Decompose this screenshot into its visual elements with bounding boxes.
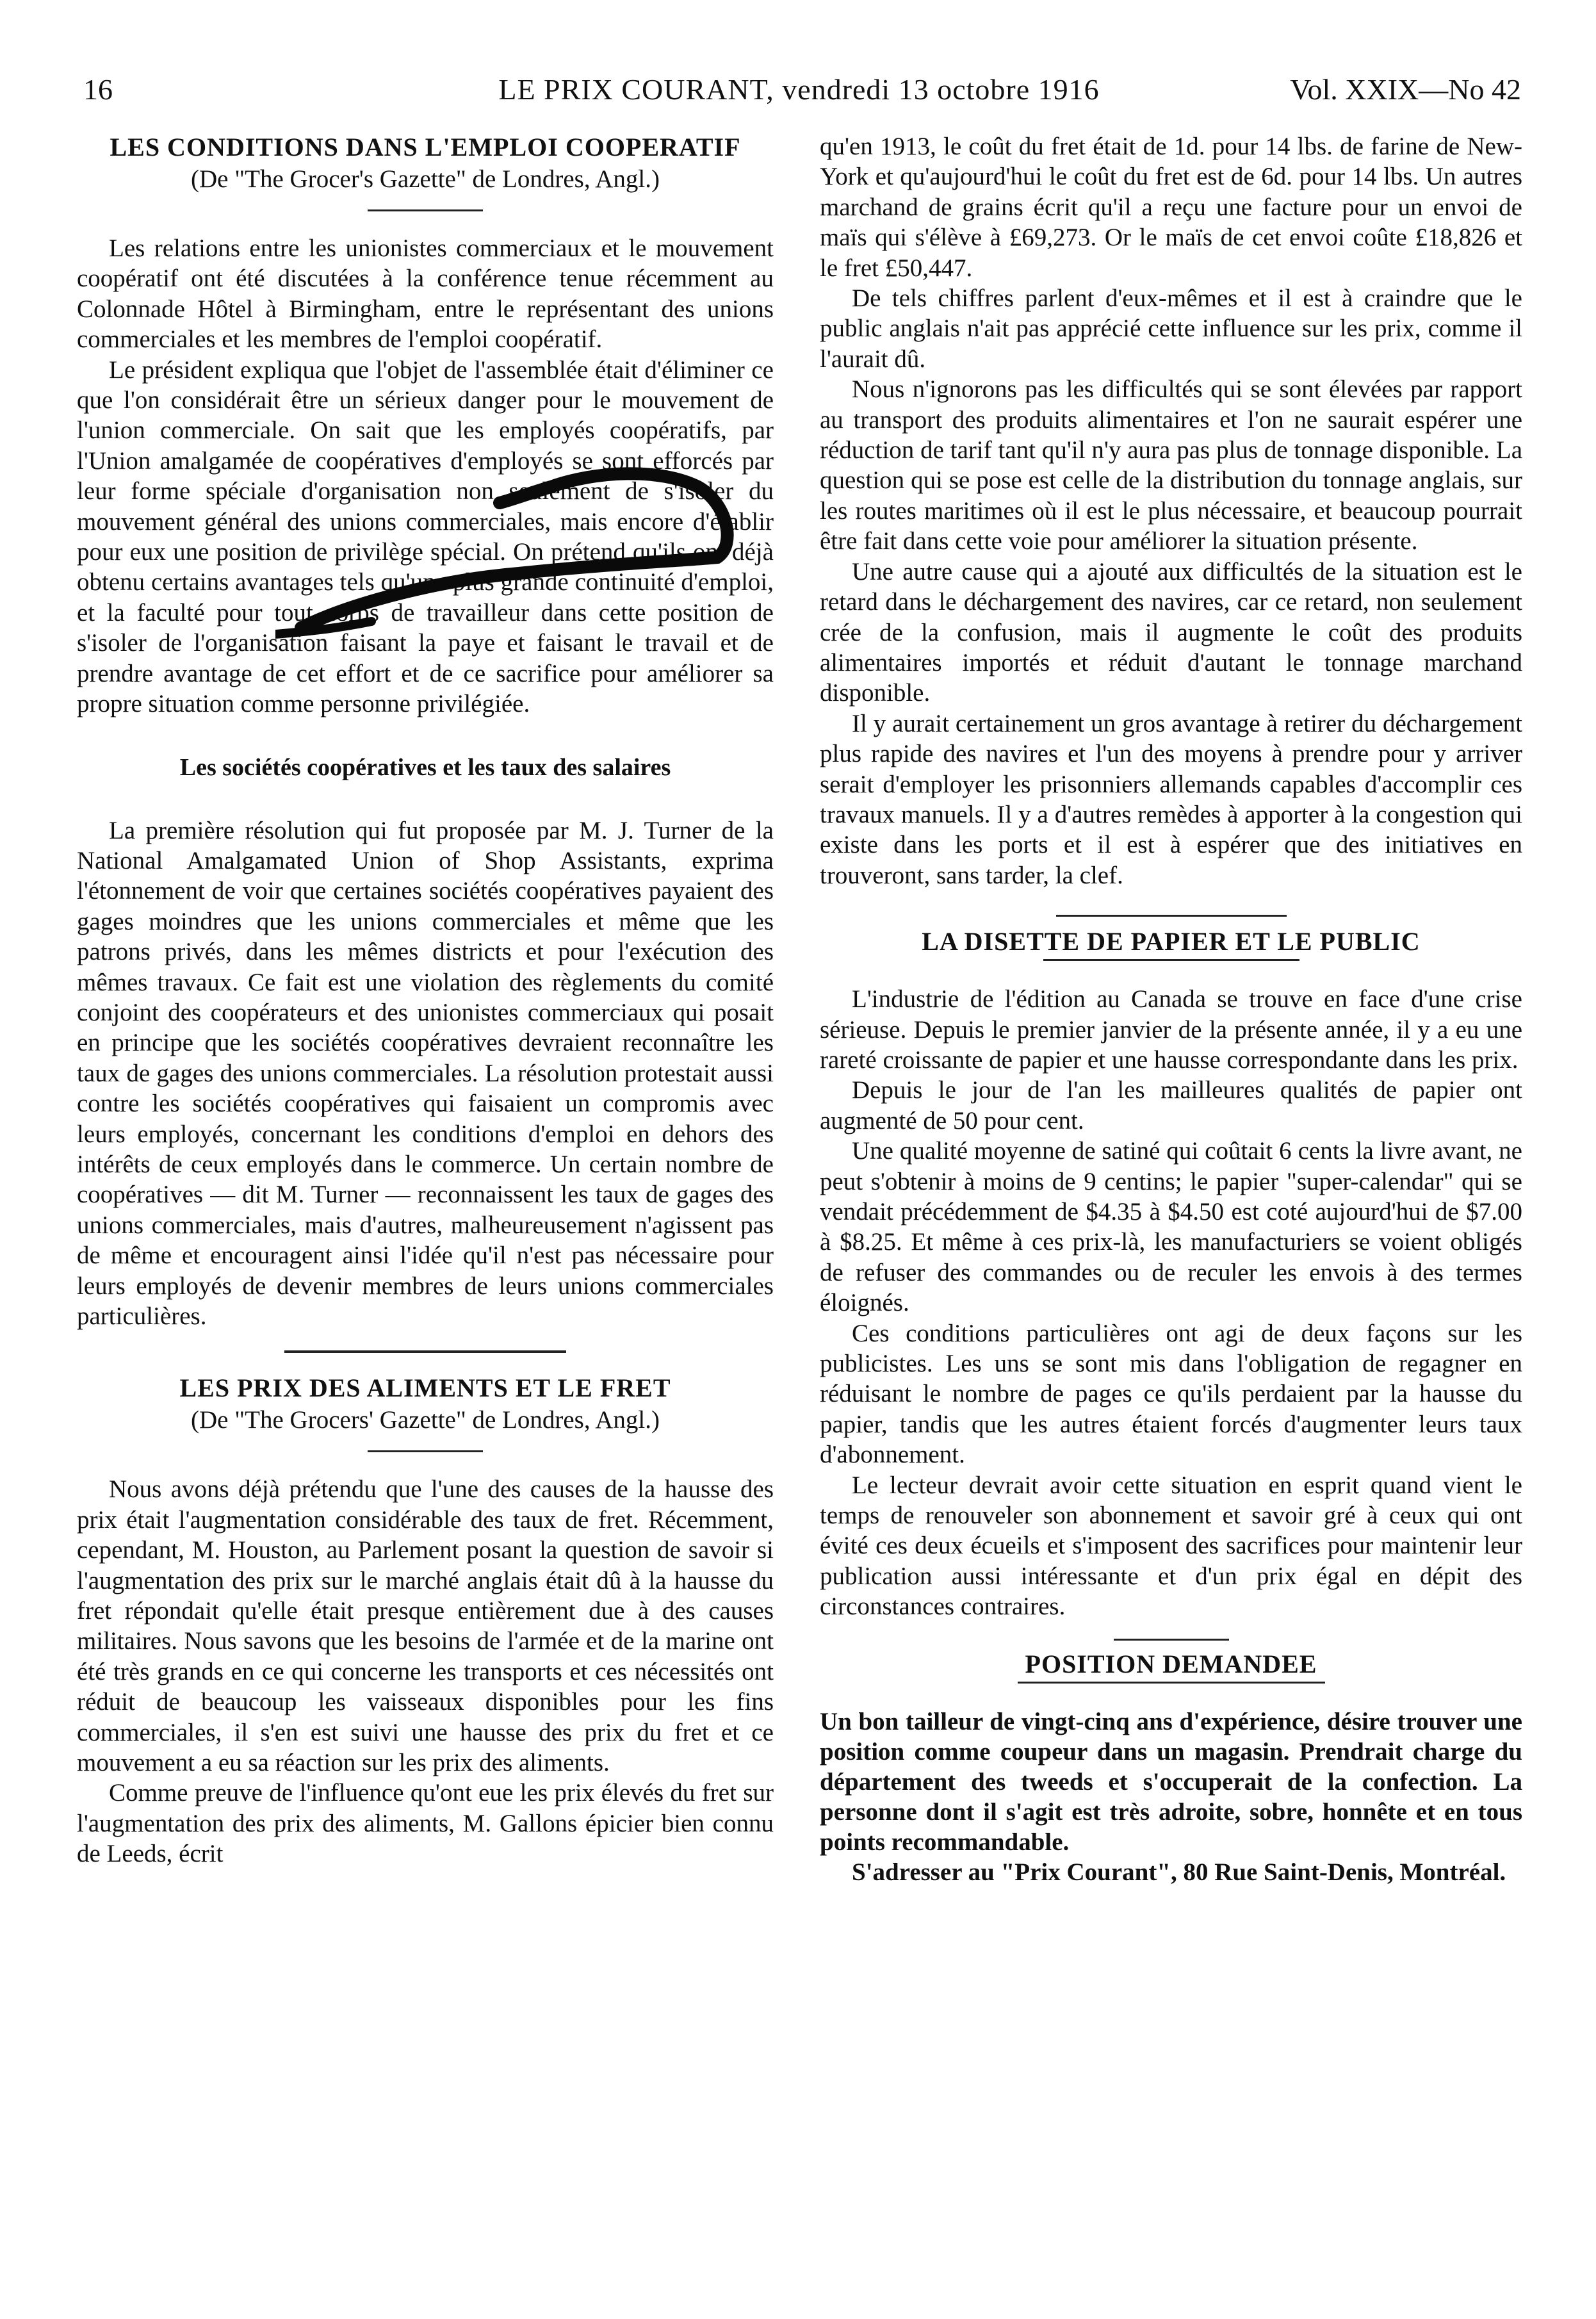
paragraph: Nous avons déjà prétendu que l'une des causes de la hausse des prix était l'augmentation considérable des taux de fret. Récemment, cependant, M. Houston, au Parlement posant la question de savoir si l'augmentation des prix sur le marché anglais était dû à la hausse du fret répondait qu'elle était presque entièrement due à des causes militaires. Nous savons que les besoins de l'armée et de la marine ont été très grands en ce qui concerne les transports et ces nécessités ont réduit de beaucoup les vaisseaux disponibles pour les fins commerciales, il s'en est suivi une hausse des prix du fret et ce mouvement a eu sa réaction sur les prix des aliments. [77,1475,774,1777]
ad-title: POSITION DEMANDEE [1025,1649,1317,1678]
article-source: (De "The Grocer's Gazette" de Londres, Angl.) [191,165,660,193]
page-number: 16 [83,73,113,106]
ad-text: Un bon tailleur de vingt-cinq ans d'expérience, désire trouver une position comme coupeur dans un magasin. Prendrait charge du département des tweeds et s'occuperait de la confection. La personne dont il s'agit est très adroite, sobre, honnête et en tous points recommandable. [820,1707,1522,1856]
divider [1043,959,1299,961]
paragraph: qu'en 1913, le coût du fret était de 1d. pour 14 lbs. de farine de New-York et qu'aujourd'hui le coût du fret est de 6d. pour 14 lbs. Un autres marchand de grains écrit qu'il a reçu une facture pour un envoi de maïs qui s'élève à £69,273. Or le maïs de cet envoi coûte £18,826 et le fret £50,447. [820,133,1522,282]
paragraph: Depuis le jour de l'an les mailleures qualités de papier ont augmenté de 50 pour cent. [820,1076,1522,1135]
article-title: LES PRIX DES ALIMENTS ET LE FRET [179,1373,671,1403]
classified-ad [820,1707,1522,1887]
paragraph: Il y aurait certainement un gros avantage à retirer du déchargement plus rapide des navires et l'un des moyens à prendre pour y arriver serait d'employer les prisonniers allemands capables d'accomplir ces travaux manuels. Il y a d'autres remèdes à apporter à la congestion qui existe dans les ports et il est à espérer que des initiatives en trouveront, sans tarder, la clef. [820,709,1522,889]
paragraph: La première résolution qui fut proposée par M. J. Turner de la National Amalgamated Union of Shop Assistants, exprima l'étonnement de voir que certaines sociétés coopératives payaient des gages moindres que les unions commerciales et même que les patrons privés, dans les mêmes districts et pour l'exécution des mêmes travaux. Ce fait est une violation des règlements du comité conjoint des coopérateurs et des unionistes commerciaux qui posait en principe que les sociétés coopératives devraient reconnaître les taux de gages des unions commerciales. La résolution protestait aussi contre les sociétés coopératives qui faisaient un compromis avec leurs employés, concernant les conditions d'emploi en dehors des intérêts de ceux employés dans le commerce. Un certain nombre de coopératives — dit M. Turner — reconnaissent les taux de gages des unions commerciales, mais d'autres, malheureusement n'agissent pas de même et encouragent ainsi l'idée qu'il n'est pas nécessaire pour leurs employés de devenir membres de leurs unions commerciales particulières. [77,816,774,1330]
paragraph: Nous n'ignorons pas les difficultés qui se sont élevées par rapport au transport des produits alimentaires et l'on ne saurait espérer une réduction de tarif tant qu'il n'y aura pas plus de tonnage disponible. La question qui se pose est celle de la distribution du tonnage anglais, sur les routes maritimes où il est le plus nécessaire, et beaucoup pourrait être fait dans cette voie pour améliorer la situation présente. [820,375,1522,555]
paragraph: Le président expliqua que l'objet de l'assemblée était d'éliminer ce que l'on considérait être un sérieux danger pour le mouvement de l'union commerciale. On sait que les employés coopératifs, par l'Union amalgamée de coopératives d'employés se sont efforcés par leur forme spéciale d'organisation non seulement de s'isoler du mouvement général des unions commerciales, mais encore d'établir pour eux une position de privilège spécial. On prétend qu'ils ont déjà obtenu certains avantages tels qu'une plus grande continuité d'emploi, et la faculté pour tout corps de travailleur dans cette position de s'isoler de l'organisation faisant la paye et faisant le travail et de prendre avantage de cet effort et de ce sacrifice pour améliorer sa propre situation comme personne privilégiée. [77,356,774,718]
divider [1114,1639,1229,1641]
divider [1056,915,1287,917]
paragraph: Le lecteur devrait avoir cette situation en esprit quand vient le temps de renouveler son abonnement et savoir gré à ceux qui ont évité ces deux écueils et s'imposent des sacrifices pour maintenir leur publication aussi intéressante et d'un prix égal en dépit des circonstances contraires. [820,1471,1522,1621]
paragraph: De tels chiffres parlent d'eux-mêmes et il est à craindre que le public anglais n'ait pas apprécié cette influence sur les prix, comme il l'aurait dû. [820,284,1522,373]
left-column [77,131,774,1869]
paragraph: Les relations entre les unionistes commerciaux et le mouvement coopératif ont été discutées à la conférence tenue récemment au Colonnade Hôtel à Birmingham, entre le représentant des unions commerciales et les membres de l'emploi coopératif. [77,234,774,354]
divider [284,1350,566,1353]
paragraph: Comme preuve de l'influence qu'ont eue les prix élevés du fret sur l'augmentation des prix des aliments, M. Gallons épicier bien connu de Leeds, écrit [77,1779,774,1868]
section-subtitle: Les sociétés coopératives et les taux des salaires [179,753,671,781]
paragraph: Une qualité moyenne de satiné qui coûtait 6 cents la livre avant, ne peut s'obtenir à moins de 9 centins; le papier "super-calendar" qui se vendait précédemment de $4.35 à $4.50 est coté aujourd'hui de $7.00 à $8.25. Et même à ces prix-là, les manufacturiers se voient obligés de refuser des commandes ou de reculer les envois à des termes éloignés. [820,1137,1522,1317]
ad-contact: S'adresser au "Prix Courant", 80 Rue Saint-Denis, Montréal. [852,1858,1506,1886]
running-title: LE PRIX COURANT, vendredi 13 octobre 1916 [498,73,1100,106]
right-column [820,131,1522,1887]
article-title: LA DISETTE DE PAPIER ET LE PUBLIC [922,927,1421,956]
paragraph: Une autre cause qui a ajouté aux difficultés de la situation est le retard dans le déchargement des navires, car ce retard, non seulement crée de la confusion, mais il augmente le coût des produits alimentaires importés et réduit d'autant le tonnage marchand disponible. [820,557,1522,707]
paragraph: Ces conditions particulières ont agi de deux façons sur les publicistes. Les uns se sont mis dans l'obligation de regagner en réduisant le nombre de pages ce qu'ils perdaient par la hausse du papier, tandis que les autres étaient forcés d'augmenter leurs taux d'abonnement. [820,1319,1522,1469]
page-header [77,67,1521,112]
article-source: (De "The Grocers' Gazette" de Londres, Angl.) [191,1406,660,1434]
divider [1018,1682,1325,1684]
paragraph: L'industrie de l'édition au Canada se trouve en face d'une crise sérieuse. Depuis le premier janvier de la présente année, il y a eu une rareté croissante de papier et une hausse correspondante dans les prix. [820,985,1522,1074]
divider [368,1450,483,1452]
divider [368,209,483,211]
volume-number: Vol. XXIX—No 42 [1290,73,1521,106]
article-title: LES CONDITIONS DANS L'EMPLOI COOPERATIF [110,133,741,161]
